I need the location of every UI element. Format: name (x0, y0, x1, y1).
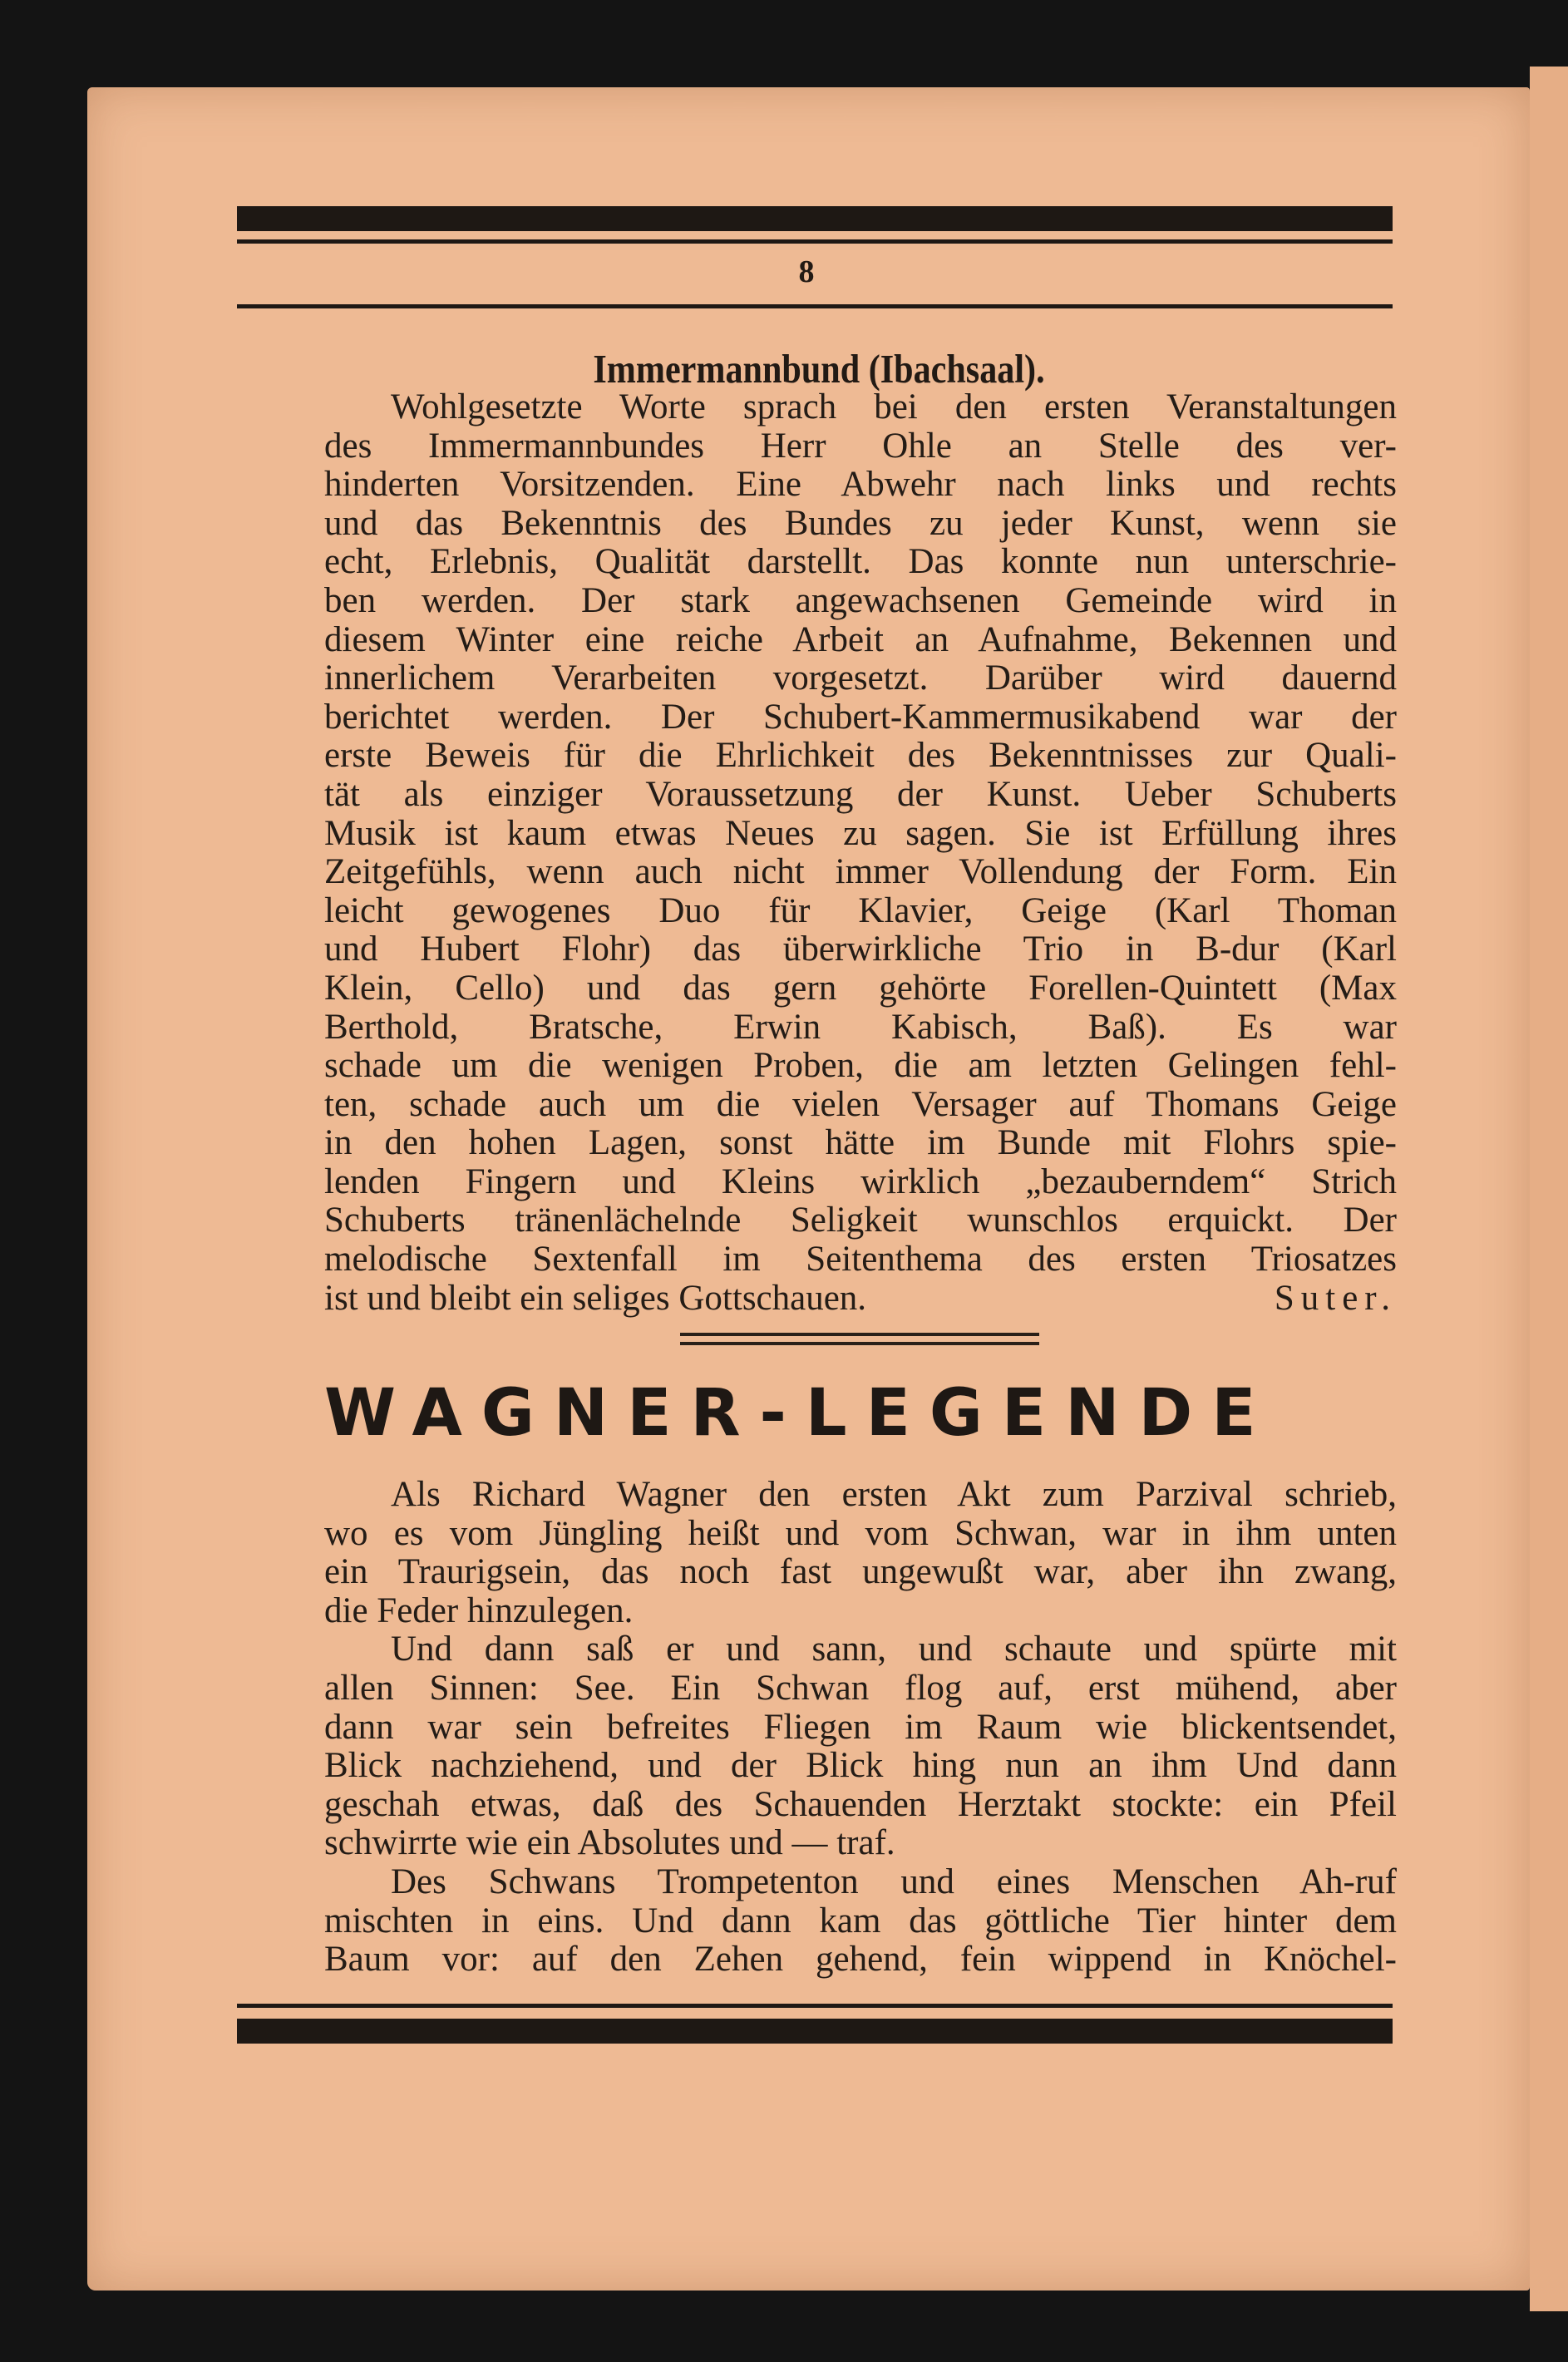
review-heading: Immermannbund (Ibachsaal). (593, 346, 1045, 392)
bottom-thin-rule (237, 2004, 1393, 2008)
text-line: Blick nachziehend, und der Blick hing nun an ihm Und dann (324, 1746, 1397, 1786)
top-thick-rule (237, 206, 1393, 231)
text-line: Musik ist kaum etwas Neues zu sagen. Sie ist Erfüllung ihres (324, 813, 1397, 853)
text-line: leicht gewogenes Duo für Klavier, Geige (Karl Thoman (324, 890, 1397, 930)
text-line: innerlichem Verarbeiten vorgesetzt. Darüber wird dauernd (324, 658, 1397, 698)
text-line: ist und bleibt ein seliges Gottschauen. (324, 1278, 867, 1318)
text-line: ben werden. Der stark angewachsenen Gemeinde wird in (324, 580, 1397, 620)
text-line: wo es vom Jüngling heißt und vom Schwan, war in ihm unten (324, 1513, 1397, 1553)
text-line: erste Beweis für die Ehrlichkeit des Bekenntnisses zur Quali- (324, 736, 1397, 776)
text-line: hinderten Vorsitzenden. Eine Abwehr nach links und rechts (324, 465, 1397, 505)
facing-page-edge (1530, 67, 1568, 2311)
author-signature: Suter. (1274, 1278, 1397, 1318)
text-line: melodische Sextenfall im Seitenthema des ersten Triosatzes (324, 1240, 1397, 1280)
text-line-last (324, 1280, 1397, 1319)
text-line: schwirrte wie ein Absolutes und — traf. (324, 1823, 895, 1863)
text-line: schade um die wenigen Proben, die am letzten Gelingen fehl- (324, 1046, 1397, 1086)
text-line: des Immermannbundes Herr Ohle an Stelle des ver- (324, 426, 1397, 466)
text-line: ten, schade auch um die vielen Versager auf Thomans Geige (324, 1084, 1397, 1124)
text-line: und Hubert Flohr) das überwirkliche Trio in B-dur (Karl (324, 930, 1397, 969)
text-line: Als Richard Wagner den ersten Akt zum Parzival schrieb, (391, 1475, 1397, 1514)
text-line: Und dann saß er und sann, und schaute und spürte mit (391, 1630, 1397, 1669)
text-line: lenden Fingern und Kleins wirklich „bezauberndem“ Strich (324, 1161, 1397, 1201)
text-line: Des Schwans Trompetenton und eines Menschen Ah-ruf (391, 1861, 1397, 1901)
text-line: Berthold, Bratsche, Erwin Kabisch, Baß). Es war (324, 1007, 1397, 1047)
text-line: dann war sein befreites Fliegen im Raum wie blickentsendet, (324, 1707, 1397, 1747)
legend-text (324, 1476, 1397, 1980)
text-line: die Feder hinzulegen. (324, 1590, 634, 1630)
page-number: 8 (798, 254, 815, 289)
text-line: diesem Winter eine reiche Arbeit an Aufnahme, Bekennen und (324, 619, 1397, 659)
separator-rule-top (680, 1333, 1039, 1336)
text-line: und das Bekenntnis des Bundes zu jeder Kunst, wenn sie (324, 503, 1397, 543)
bottom-thick-rule (237, 2019, 1393, 2044)
text-line: Baum vor: auf den Zehen gehend, fein wippend in Knöchel- (324, 1940, 1397, 1980)
text-line: geschah etwas, daß des Schauenden Herztakt stockte: ein Pfeil (324, 1784, 1397, 1824)
text-line: ein Traurigsein, das noch fast ungewußt war, aber ihn zwang, (324, 1552, 1397, 1592)
header-underline (237, 304, 1393, 308)
text-line: Zeitgefühls, wenn auch nicht immer Vollendung der Form. Ein (324, 852, 1397, 892)
text-line: Wohlgesetzte Worte sprach bei den ersten Veranstaltungen (391, 387, 1397, 427)
top-thin-rule (237, 239, 1393, 244)
separator-rule-bottom (680, 1342, 1039, 1345)
text-line: echt, Erlebnis, Qualität darstellt. Das konnte nun unterschrie- (324, 542, 1397, 582)
text-line: in den hohen Lagen, sonst hätte im Bunde mit Flohrs spie- (324, 1123, 1397, 1163)
text-line: berichtet werden. Der Schubert-Kammermusikabend war der (324, 697, 1397, 737)
text-line: allen Sinnen: See. Ein Schwan flog auf, erst mühend, aber (324, 1668, 1397, 1708)
text-line: mischten in eins. Und dann kam das göttliche Tier hinter dem (324, 1901, 1397, 1940)
legend-title: WAGNER-LEGENDE (324, 1376, 1275, 1451)
text-line: tät als einziger Voraussetzung der Kunst. Ueber Schuberts (324, 774, 1397, 814)
text-line: Schuberts tränenlächelnde Seligkeit wunschlos erquickt. Der (324, 1201, 1397, 1240)
text-line: Klein, Cello) und das gern gehörte Forellen-Quintett (Max (324, 968, 1397, 1008)
review-text (324, 388, 1397, 1318)
